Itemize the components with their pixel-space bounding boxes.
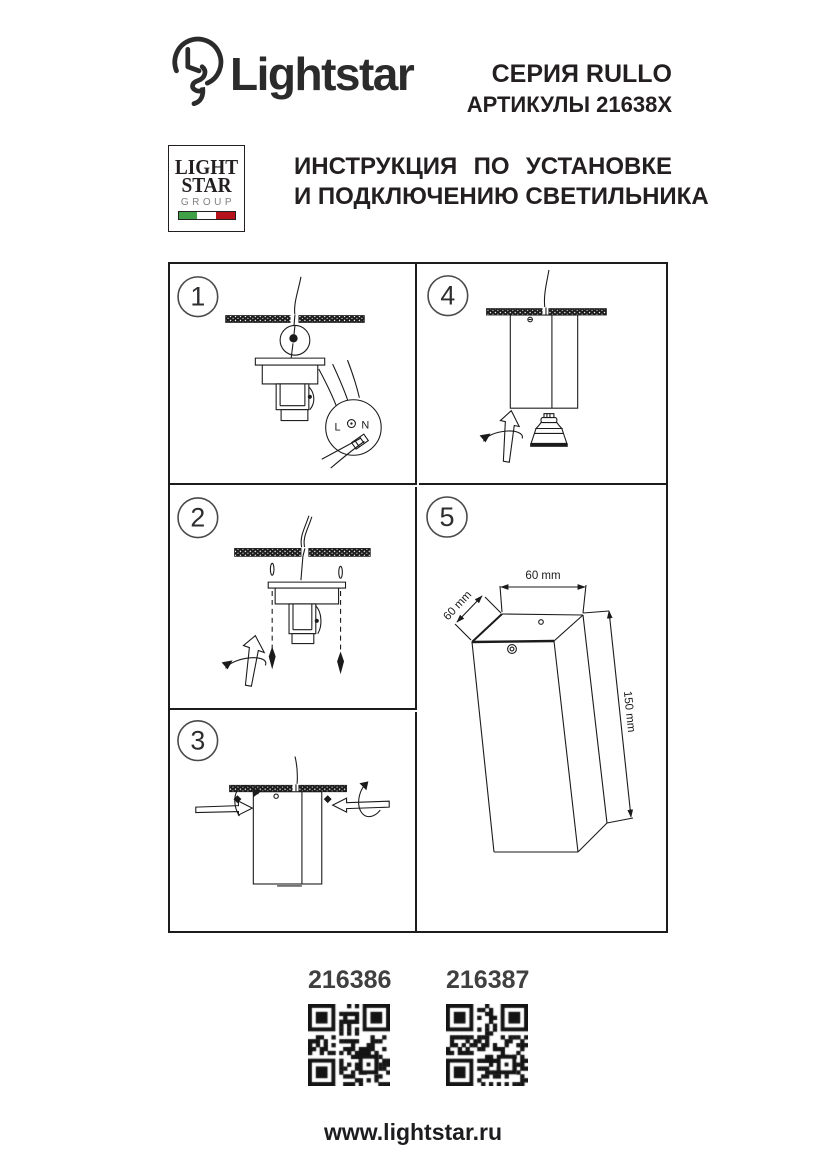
terminal-detail-circle <box>319 360 381 468</box>
steps-grid <box>168 262 668 933</box>
screw-lower-right <box>337 652 344 675</box>
step-panel-2 <box>170 487 417 710</box>
fixing-screw <box>508 645 517 654</box>
step5-dimensions-diagram <box>419 487 666 931</box>
article-number-216387: 216387 <box>446 966 530 994</box>
instruction-title-line2: И ПОДКЛЮЧЕНИЮ СВЕТИЛЬНИКА <box>294 183 709 210</box>
step-panel-4 <box>419 264 666 485</box>
svg-text:5: 5 <box>439 502 455 532</box>
group-logo-light: LIGHT <box>174 155 239 179</box>
series-block <box>340 60 672 117</box>
dimension-depth <box>441 589 501 640</box>
group-logo-group: GROUP <box>180 197 236 208</box>
svg-text:1: 1 <box>190 281 206 312</box>
screw-upper-left <box>270 563 274 575</box>
svg-text:4: 4 <box>440 280 456 311</box>
instruction-title-line1: ИНСТРУКЦИЯ ПО УСТАНОВКЕ <box>294 153 672 180</box>
svg-text:60 mm: 60 mm <box>441 589 475 623</box>
step4-lamp-diagram <box>419 264 666 483</box>
qr-code-left <box>308 1004 390 1086</box>
brand-wordmark: Lightstar <box>230 48 414 100</box>
group-logo-star: STAR <box>181 173 232 197</box>
fixture-canopy <box>255 358 324 420</box>
terminal-live-label: L <box>334 421 341 434</box>
step-panel-3 <box>170 712 417 931</box>
articles-label: АРТИКУЛЫ 21638X <box>466 91 672 117</box>
rotate-arrow <box>222 636 266 687</box>
dimension-top-width <box>500 570 586 613</box>
dimension-height <box>583 611 637 823</box>
step-panel-1 <box>170 264 417 485</box>
step1-wiring-diagram <box>170 264 415 483</box>
website-url: www.lightstar.ru <box>323 1119 503 1145</box>
instruction-title <box>294 152 709 212</box>
mains-cable <box>301 516 309 549</box>
fixture-3d-view <box>472 614 607 852</box>
mains-cable <box>295 277 301 316</box>
lightstar-group-logo <box>168 145 245 232</box>
series-label: СЕРИЯ RULLO <box>491 60 672 88</box>
svg-text:150 mm: 150 mm <box>620 690 638 733</box>
mains-cable <box>295 757 297 786</box>
article-number-216386: 216386 <box>308 966 392 994</box>
lightstar-bulb-icon <box>166 36 226 116</box>
insert-twist-arrow <box>480 411 523 463</box>
screw-lower-left <box>269 647 276 670</box>
gu10-lamp <box>530 414 568 447</box>
terminal-neutral-label: N <box>361 419 370 432</box>
mains-cable <box>544 270 549 309</box>
fixture-body <box>253 792 321 886</box>
step-panel-5 <box>419 487 666 931</box>
fixture-body <box>510 315 577 408</box>
italian-flag-stripe <box>178 211 236 220</box>
svg-text:2: 2 <box>190 502 206 533</box>
step3-fixing-diagram <box>170 712 415 931</box>
svg-text:60 mm: 60 mm <box>525 570 561 582</box>
qr-code-right <box>446 1004 528 1086</box>
screw-upper-right <box>339 566 343 578</box>
mounting-hole <box>539 620 544 625</box>
step2-bracket-diagram <box>170 487 415 708</box>
mounting-bracket <box>268 582 345 643</box>
svg-text:3: 3 <box>190 725 206 756</box>
